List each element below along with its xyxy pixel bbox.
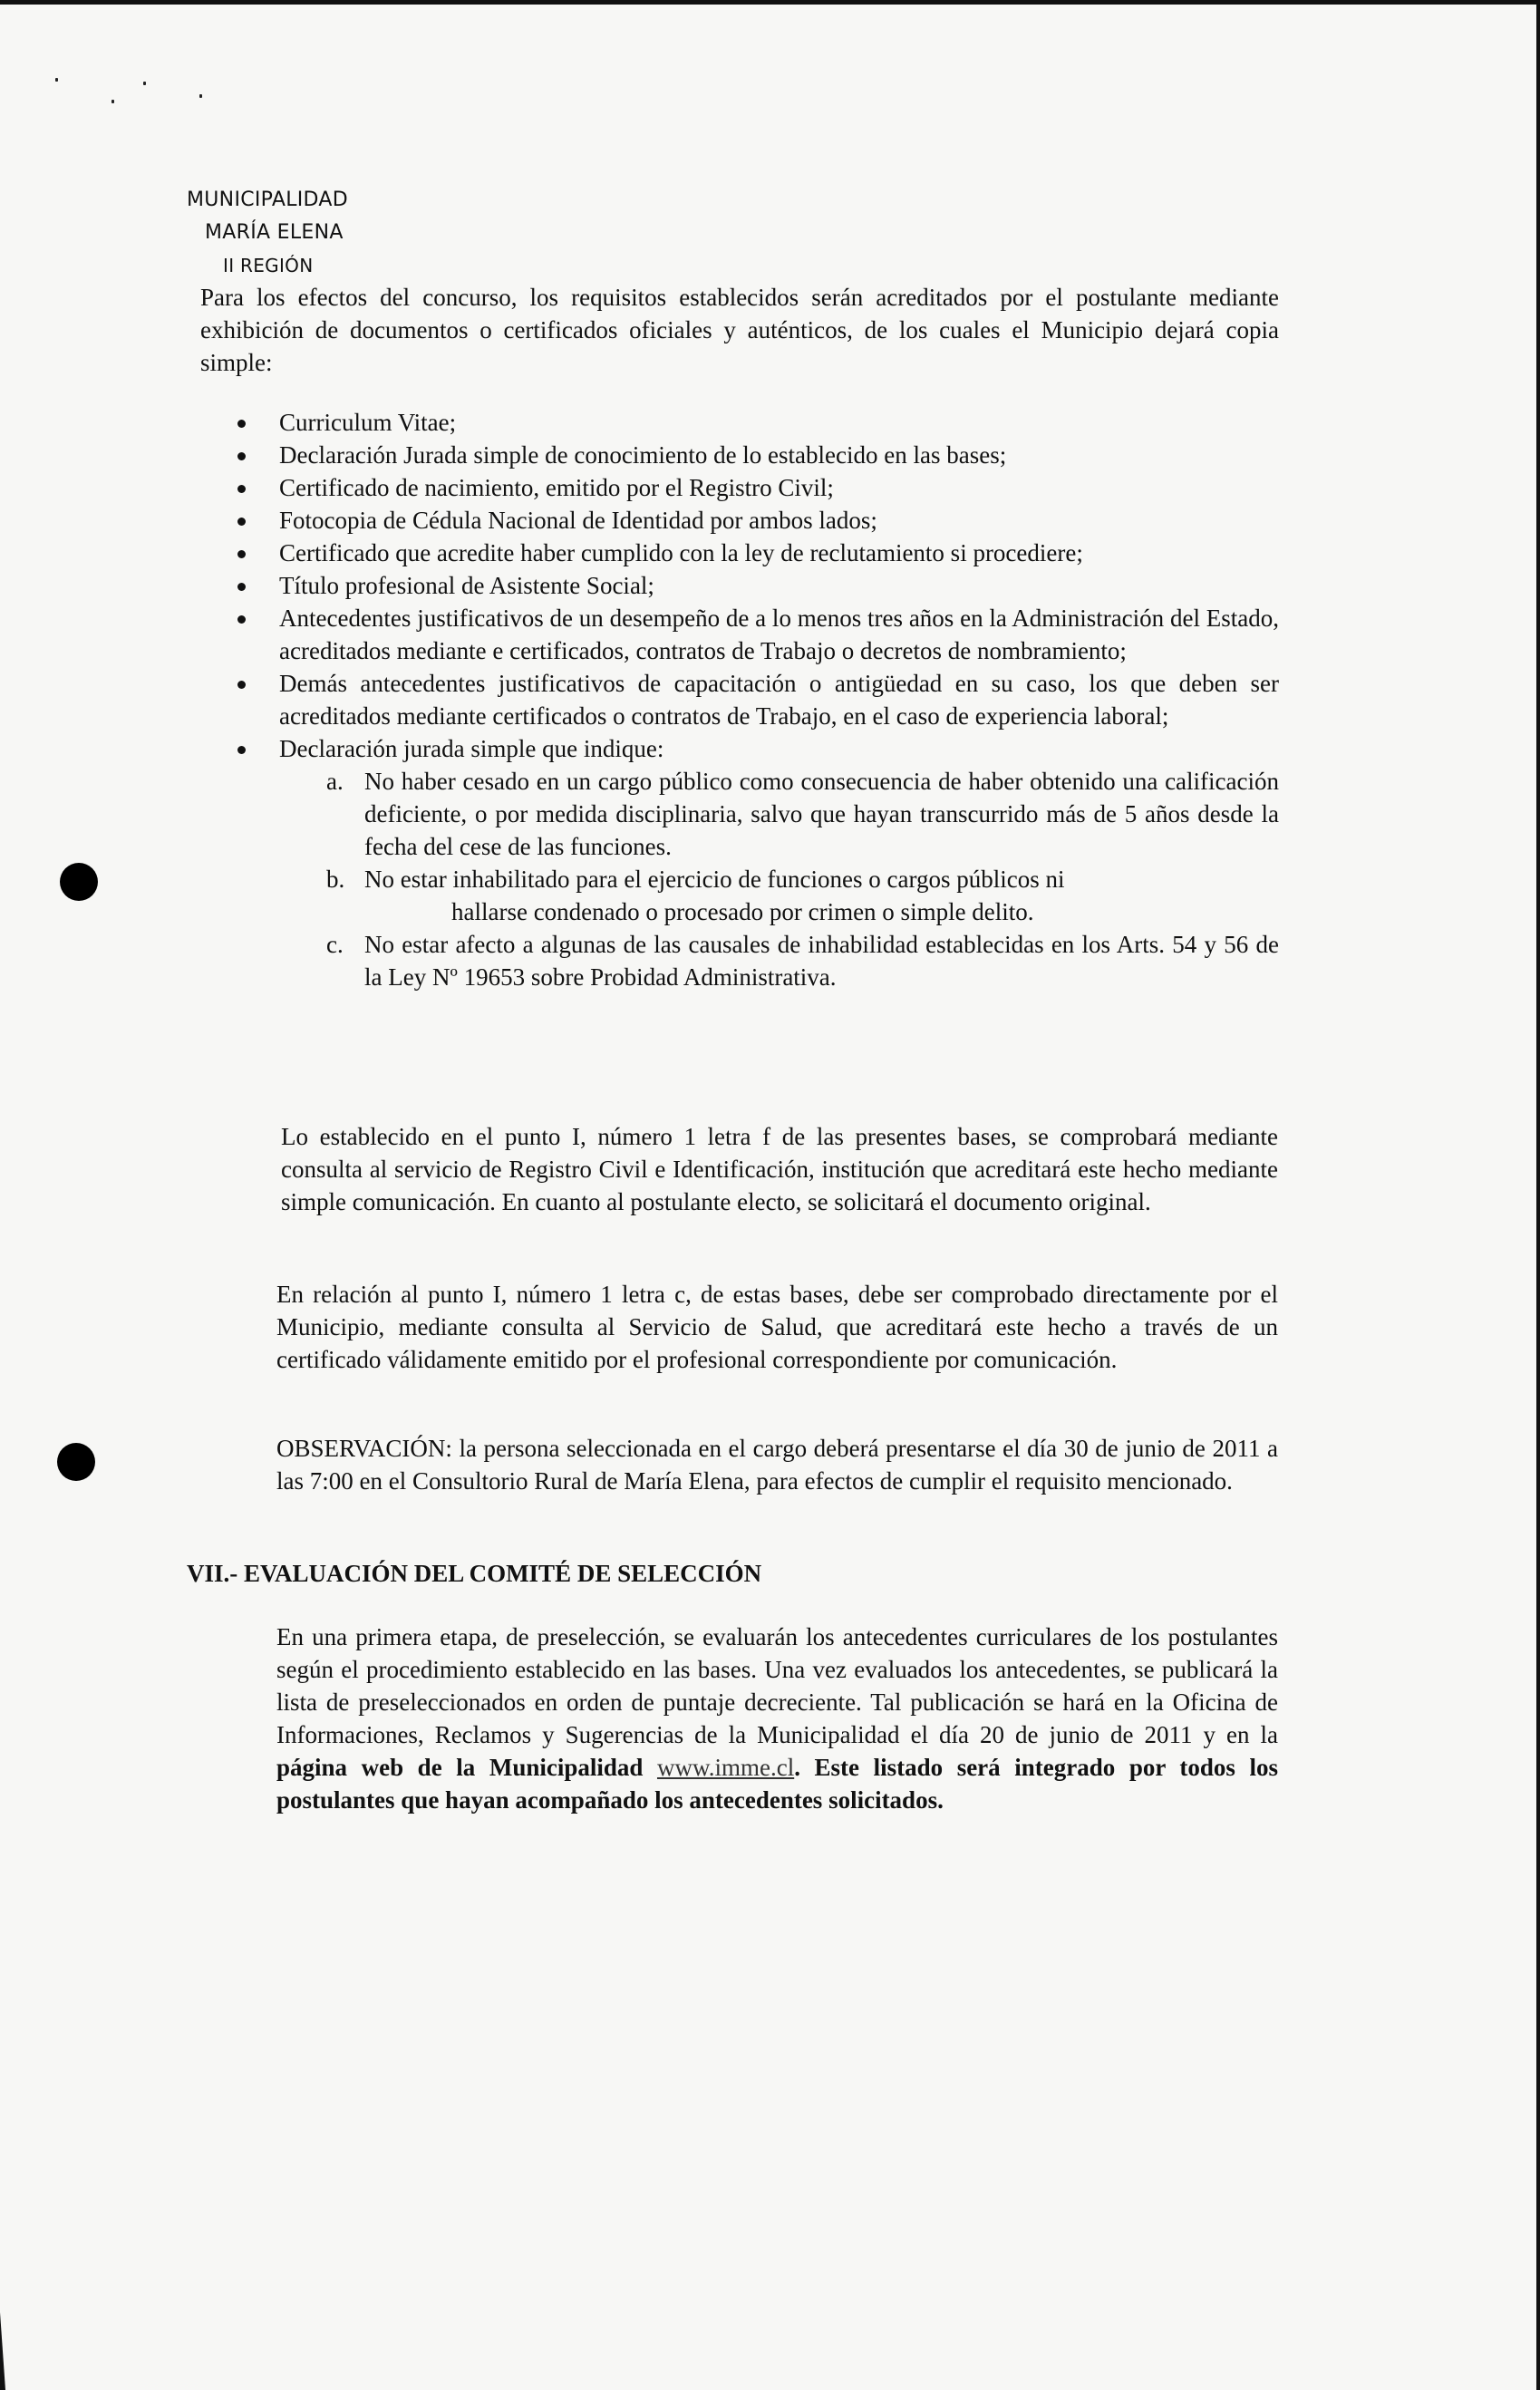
- bullet-icon: [237, 518, 246, 526]
- declaration-item: a. No haber cesado en un cargo público como consecuencia de haber obtenido una calificación deficiente, o por medida disciplinaria, salvo que hayan transcurrido más de 5 años desde la fecha del cese de las funciones.: [326, 768, 1279, 860]
- section-vii-paragraph: En una primera etapa, de preselección, se evaluarán los antecedentes curriculares de los postulantes según el procedimiento establecido en las bases. Una vez evaluados los antecedentes, se publicará la lista de preseleccionados en orden de puntaje decreciente. Tal publicación se hará en la Oficina de Informaciones, Reclamos y Sugerencias de la Municipalidad el día 20 de junio de 2011 y en la página web de la Municipalidad www.imme.cl. Este listado será integrado por todos los postulantes que hayan acompañado los antecedentes solicitados.: [276, 1623, 1279, 1814]
- servicio-salud-paragraph: En relación al punto I, número 1 letra c, de estas bases, debe ser comprobado directamente por el Municipio, mediante consulta al Servicio de Salud, que acreditará este hecho a través de un certificado válidamente emitido por el profesional correspondiente por comunicación.: [276, 1281, 1278, 1373]
- bullet-icon: [237, 615, 246, 624]
- bullet-icon: [237, 452, 246, 460]
- bullet-icon: [237, 420, 246, 428]
- section-vii-heading: VII.- EVALUACIÓN DEL COMITÉ DE SELECCIÓN: [187, 1560, 762, 1587]
- observacion-paragraph: OBSERVACIÓN: la persona seleccionada en el cargo deberá presentarse el día 30 de junio de 2011 a las 7:00 en el Consultorio Rural de María Elena, para efectos de cumplir el requisito mencionado.: [276, 1435, 1278, 1495]
- municipality-name: MUNICIPALIDAD: [187, 189, 348, 211]
- municipality-region: II REGIÓN: [223, 255, 314, 276]
- bullet-icon: [237, 485, 246, 493]
- requirement-item: Declaración jurada simple que indique: a. No haber cesado en un cargo público como consecuencia de haber obtenido una calificación deficiente, o por medida disciplinaria, salvo que hayan transcurrido más de 5 años desde la fecha del cese de las funciones. b. No estar inhabilitado para el ejercicio de funciones o cargos públicos ni hallarse condenado o procesado por crimen o simple delito. c. No estar afecto a algunas de las causales de inhabilidad establecidas en los Arts. 54 y 56 de la Ley Nº 19653 sobre Probidad Administrativa.: [232, 732, 1279, 993]
- requirement-item: Declaración Jurada simple de conocimiento de lo establecido en las bases;: [232, 439, 1279, 471]
- municipality-website-link[interactable]: www.imme.cl: [656, 1754, 795, 1781]
- requirements-list: [232, 406, 1279, 993]
- declaration-item: b. No estar inhabilitado para el ejercicio de funciones o cargos públicos ni hallarse condenado o procesado por crimen o simple delito.: [326, 866, 1065, 925]
- scan-speck: [111, 100, 114, 103]
- scan-speck: [55, 78, 58, 82]
- requirement-item: Fotocopia de Cédula Nacional de Identidad por ambos lados;: [232, 504, 1279, 537]
- scan-border-left: [0, 2311, 5, 2390]
- requirement-item: Certificado que acredite haber cumplido con la ley de reclutamiento si procediere;: [232, 537, 1279, 569]
- scan-border-right: [1536, 0, 1540, 2390]
- registro-civil-paragraph: Lo establecido en el punto I, número 1 letra f de las presentes bases, se comprobará mediante consulta al servicio de Registro Civil e Identificación, institución que acreditará este hecho mediante simple comunicación. En cuanto al postulante electo, se solicitará el documento original.: [281, 1123, 1278, 1215]
- requirement-item: Certificado de nacimiento, emitido por el Registro Civil;: [232, 471, 1279, 504]
- declaration-sublist: [279, 765, 1279, 993]
- bullet-icon: [237, 550, 246, 558]
- scan-speck: [199, 94, 202, 98]
- bullet-icon: [237, 746, 246, 754]
- punch-hole: [57, 1443, 95, 1481]
- municipality-city: MARÍA ELENA: [205, 221, 344, 244]
- bullet-icon: [237, 583, 246, 591]
- requirement-item: Curriculum Vitae;: [232, 406, 1279, 439]
- requirement-item: Título profesional de Asistente Social;: [232, 569, 1279, 602]
- declaration-item: c. No estar afecto a algunas de las causales de inhabilidad establecidas en los Arts. 54 y 56 de la Ley Nº 19653 sobre Probidad Administrativa.: [326, 931, 1279, 991]
- punch-hole: [60, 863, 98, 901]
- letterhead: [187, 184, 348, 282]
- requirement-item: Demás antecedentes justificativos de capacitación o antigüedad en su caso, los que deben ser acreditados mediante certificados o contratos de Trabajo, en el caso de experiencia laboral;: [232, 667, 1279, 732]
- scan-border-top: [0, 0, 1540, 5]
- scan-speck: [143, 82, 146, 85]
- requirement-item: Antecedentes justificativos de un desempeño de a lo menos tres años en la Administración del Estado, acreditados mediante e certificados, contratos de Trabajo o decretos de nombramiento;: [232, 602, 1279, 667]
- intro-paragraph: Para los efectos del concurso, los requisitos establecidos serán acreditados por el postulante mediante exhibición de documentos o certificados oficiales y auténticos, de los cuales el Municipio dejará copia simple:: [200, 284, 1279, 376]
- bullet-icon: [237, 681, 246, 689]
